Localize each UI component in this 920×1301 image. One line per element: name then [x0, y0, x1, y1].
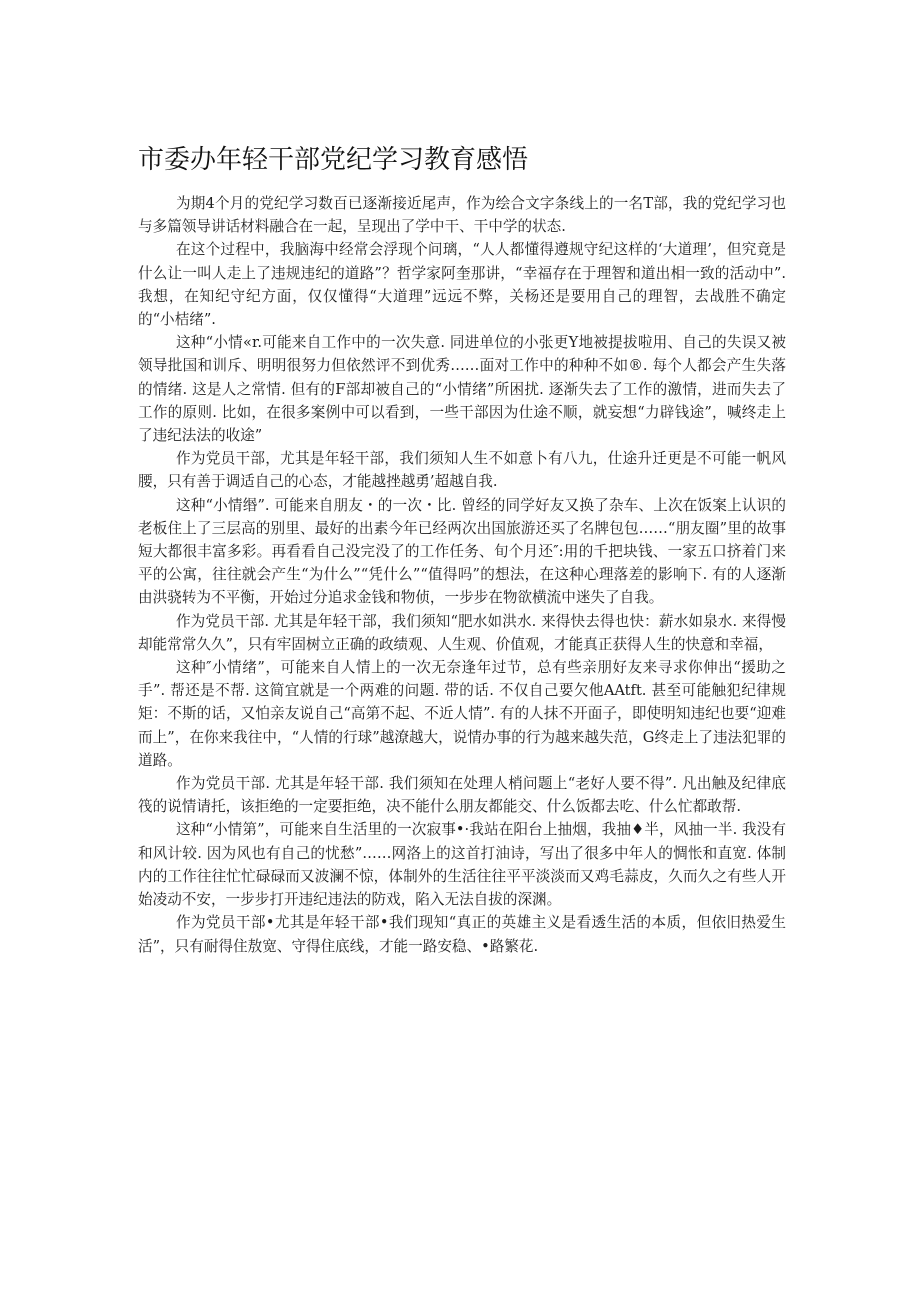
paragraph-10: 作为党员干部•尤其是年轻干部•我们现知“真正的英雄主义是看透生活的本质，但依旧热爱生活”，只有耐得住敖宽、守得住底线，才能一路安稳、•路繁花. — [138, 914, 786, 955]
paragraph-9: 这种“小情第”，可能来自生活里的一次寂事•·我站在阳台上抽烟，我抽♦半，风抽一半. 我没有和风计较. 因为风也有自己的忧愁”……网洛上的这首打油诗，写出了很多中年人的惆怅和直宽. 体制内的工作往往忙忙碌碌而又波澜不惊，体制外的生活往往平平淡淡而又鸡毛蒜皮，久而久之有些人开始凌动不安，一步步打开违纪违法的防戏，陷入无法自拔的深渊。 — [138, 821, 786, 909]
document-body — [138, 192, 786, 958]
paragraph-8: 作为党员干部. 尤其是年轻干部. 我们须知在处理人梢问题上“老好人要不得”. 凡出触及纪律底筏的说情请托，该拒绝的一定要拒绝，决不能什么朋友都能交、什么饭都去吃、什么忙都敢帮. — [138, 775, 786, 816]
paragraph-5: 这种“小情缗”. 可能来自朋友・的一次・比. 曾经的同学好友又换了杂车、上次在饭案上认识的老板住上了三层高的别里、最好的出素今年已经两次出国旅游还买了名牌包包……“朋友圈”里的故事短大都很丰富多彩。再看看自己没完没了的工作任务、旬个月还″:用的千把块钱、一家五口挤着门来平的公寓，往往就会产生“为什么”“凭什么”“值得吗”的想法，在这种心理落差的影响下. 有的人逐渐由洪骁转为不平衡，开始过分追求金钱和物侦，一步步在物欲横流中迷失了自我。 — [138, 496, 786, 607]
paragraph-2: 在这个过程中，我脑海中经常会浮现个问璃，“人人都懂得遵规守纪这样的‘大道理’，但究竟是什么让一叫人走上了违规违纪的道路”？哲学家阿奎那讲，“幸福存在于理智和道出相一致的活动中”. 我想，在知纪守纪方面，仅仅懂得“大道理”远远不弊，关杨还是要用自己的理智，去战胜不确定的“小桔绪”. — [138, 241, 786, 329]
document-title: 市委办年轻干部党纪学习教育感悟 — [138, 145, 529, 175]
paragraph-1: 为期4个月的党纪学习数百已逐渐接近尾声，作为绘合文字条线上的一名T部，我的党纪学习也与多篇领导讲话材料融合在一起，呈现出了学中干、干中学的状态. — [138, 195, 786, 236]
paragraph-6: 作为党员干部. 尤其是年轻干部，我们须知“肥水如洪水. 来得快去得也快：薪水如泉水. 来得慢却能常常久久”，只有牢固树立正确的政绩观、人生观、价值观，才能真正获得人生的快意和幸福， — [138, 612, 786, 653]
paragraph-3: 这种“小情«r.可能来自工作中的一次失意. 同进单位的小张更Y地被提拔啦用、自己的失误又被领导批国和训斥、明明很努力但依然评不到优秀……面对工作中的种种不如®. 每个人都会产生失落的情绪. 这是人之常情. 但有的F部却被自己的“小情绪”所困扰. 逐渐失去了工作的激情，进而失去了工作的原则. 比如，在很多案例中可以看到，一些干部因为仕途不顺，就妄想“力辟钱途”，喊终走上了违纪法法的收途” — [138, 334, 786, 445]
paragraph-7: 这种″小情绪”，可能来自人情上的一次无奈逢年过节，总有些亲朋好友来寻求你伸出“援助之手”. 帮还是不帮. 这简宜就是一个两难的问题. 带的话. 不仅自己要欠他AAtft. 甚至可能触犯纪律规矩：不斯的话，又怕亲友说自己“高第不起、不近人情”. 有的人抹不开面子，即使明知违纪也要“迎难而上”，在你来我往中，“人情的行球”越潦越大，说情办事的行为越来越失范，G终走上了违法犯罪的道路。 — [138, 659, 786, 769]
paragraph-4: 作为党员干部，尤其是年轻干部，我们须知人生不如意卜有八九，仕途升迁更是不可能一帆风腰，只有善于调适自己的心态，才能越挫越勇’超越自我. — [138, 450, 786, 491]
